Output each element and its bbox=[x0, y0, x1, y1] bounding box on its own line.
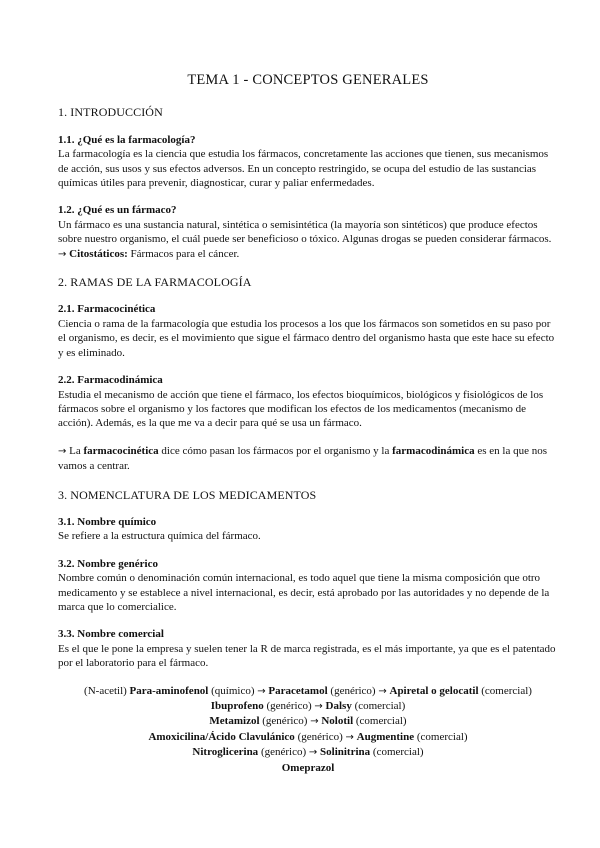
example-line-metamizol bbox=[58, 714, 558, 729]
commercial-name: Augmentine bbox=[356, 730, 415, 743]
commercial-name: Nolotil bbox=[321, 715, 354, 728]
subsection-1-1-heading: 1.1. ¿Qué es la farmacología? bbox=[58, 133, 196, 146]
document-body bbox=[58, 73, 558, 775]
subsection-3-1-text: Se refiere a la estructura química del fármaco. bbox=[58, 530, 261, 543]
arrow-right-icon: → bbox=[314, 701, 323, 712]
subsection-1-2 bbox=[58, 203, 558, 262]
example-tag: (comercial) bbox=[414, 730, 468, 743]
term-farmacodinamica: farmacodinámica bbox=[392, 444, 475, 457]
section-2-heading: 2. RAMAS DE LA FARMACOLOGÍA bbox=[58, 275, 252, 290]
ramas-note bbox=[58, 444, 558, 474]
subsection-2-2 bbox=[58, 373, 558, 431]
note-term: Citostáticos: bbox=[69, 247, 128, 260]
generic-name: Paracetamol bbox=[268, 684, 328, 697]
example-tag: (genérico) bbox=[294, 730, 346, 743]
subsection-3-1-heading: 3.1. Nombre químico bbox=[58, 515, 157, 528]
subsection-3-2-text: Nombre común o denominación común internacional, es todo aquel que tiene la misma composición que otro medicamento y se establece a nivel internacional, es decir, está aprobado por las autoridades y no depende de la marca que lo comercialice. bbox=[58, 572, 550, 613]
example-line-omeprazol bbox=[58, 761, 558, 775]
commercial-name: Apiretal o gelocatil bbox=[389, 684, 479, 697]
commercial-name: Solinitrina bbox=[320, 746, 371, 759]
note-text: Fármacos para el cáncer. bbox=[127, 247, 240, 260]
citostaticos-note bbox=[58, 247, 558, 262]
example-tag: (genérico) bbox=[327, 684, 379, 697]
arrow-right-icon: → bbox=[308, 747, 318, 759]
subsection-2-2-heading: 2.2. Farmacodinámica bbox=[58, 374, 163, 387]
section-3-heading: 3. NOMENCLATURA DE LOS MEDICAMENTOS bbox=[58, 487, 317, 502]
generic-name: Ibuprofeno bbox=[210, 700, 264, 712]
example-line-ibuprofeno bbox=[58, 699, 558, 714]
drug-examples bbox=[58, 684, 558, 775]
note-text: es en la que nos vamos a centrar. bbox=[58, 444, 548, 473]
example-prefix: (N-acetil) bbox=[84, 684, 130, 697]
example-tag: (comercial) bbox=[370, 746, 424, 759]
example-tag: (genérico) bbox=[263, 700, 315, 712]
term-farmacocinetica: farmacocinética bbox=[83, 444, 159, 457]
arrow-right-icon: → bbox=[58, 445, 67, 457]
subsection-2-1-text: Ciencia o rama de la farmacología que estudia los procesos a los que los fármacos son sometidos en su paso por el organismo, es decir, es el movimiento que sigue el fármaco dentro del organismo hasta que este hace su efecto y es eliminado. bbox=[58, 317, 555, 359]
generic-name: Nitroglicerina bbox=[192, 746, 259, 759]
chemical-name: Para-aminofenol bbox=[129, 684, 209, 697]
subsection-1-2-heading: 1.2. ¿Qué es un fármaco? bbox=[58, 204, 177, 217]
arrow-right-icon: → bbox=[310, 716, 319, 728]
subsection-3-2-heading: 3.2. Nombre genérico bbox=[58, 557, 158, 570]
example-tag: (comercial) bbox=[353, 715, 407, 728]
subsection-2-2-text: Estudia el mecanismo de acción que tiene el fármaco, los efectos bioquímicos, biológicos y fisiológicos de los fármacos sobre el organismo y los factores que modifican los efectos de los medicamentos (mecanismo de acción). Además, es la que me va a decir para qué se usa un fármaco. bbox=[58, 388, 544, 430]
example-tag: (genérico) bbox=[258, 746, 309, 759]
arrow-right-icon: → bbox=[58, 248, 67, 260]
subsection-3-3 bbox=[58, 627, 558, 670]
subsection-1-2-text: Un fármaco es una sustancia natural, sintética o semisintética (la mayoría son sintéticos) que produce efectos sobre nuestro organismo, el cuál puede ser beneficioso o tóxico. Algunas drogas se pueden considerar fármacos. bbox=[58, 218, 552, 246]
generic-name: Metamizol bbox=[209, 715, 260, 728]
commercial-name: Dalsy bbox=[325, 700, 352, 712]
generic-name: Amoxicilina/Ácido Clavulánico bbox=[148, 730, 295, 743]
note-text: dice cómo pasan los fármacos por el organismo y la bbox=[158, 444, 393, 457]
example-line-paracetamol bbox=[58, 684, 558, 699]
note-text: La bbox=[66, 444, 84, 457]
example-tag: (comercial) bbox=[478, 684, 532, 697]
example-tag: (comercial) bbox=[351, 700, 406, 712]
page-title: TEMA 1 - CONCEPTOS GENERALES bbox=[187, 72, 429, 88]
example-tag: (genérico) bbox=[259, 715, 311, 728]
subsection-2-1-heading: 2.1. Farmacocinética bbox=[58, 303, 156, 316]
example-line-nitroglicerina bbox=[58, 745, 558, 760]
arrow-right-icon: → bbox=[378, 685, 387, 697]
arrow-right-icon: → bbox=[257, 685, 266, 697]
generic-name: Omeprazol bbox=[281, 761, 335, 774]
subsection-3-1 bbox=[58, 515, 558, 544]
subsection-1-1-text: La farmacología es la ciencia que estudia los fármacos, concretamente las acciones que tienen, sus mecanismos de acción, sus usos y sus efectos adversos. En un concepto restringido, se ocupa del estudio de las sustancias químicas útiles para prevenir, diagnosticar, curar y paliar enfermedades. bbox=[58, 148, 549, 190]
example-line-amoxicilina bbox=[58, 730, 558, 745]
subsection-3-2 bbox=[58, 557, 558, 615]
subsection-1-1 bbox=[58, 133, 558, 191]
section-1-heading: 1. INTRODUCCIÓN bbox=[58, 105, 163, 120]
subsection-3-3-text: Es el que le pone la empresa y suelen tener la R de marca registrada, es el más importante, ya que es el patentado por el laboratorio para el fármaco. bbox=[58, 642, 556, 670]
example-tag: (químico) bbox=[208, 684, 258, 697]
arrow-right-icon: → bbox=[345, 731, 354, 743]
subsection-2-1 bbox=[58, 302, 558, 360]
subsection-3-3-heading: 3.3. Nombre comercial bbox=[58, 628, 164, 641]
